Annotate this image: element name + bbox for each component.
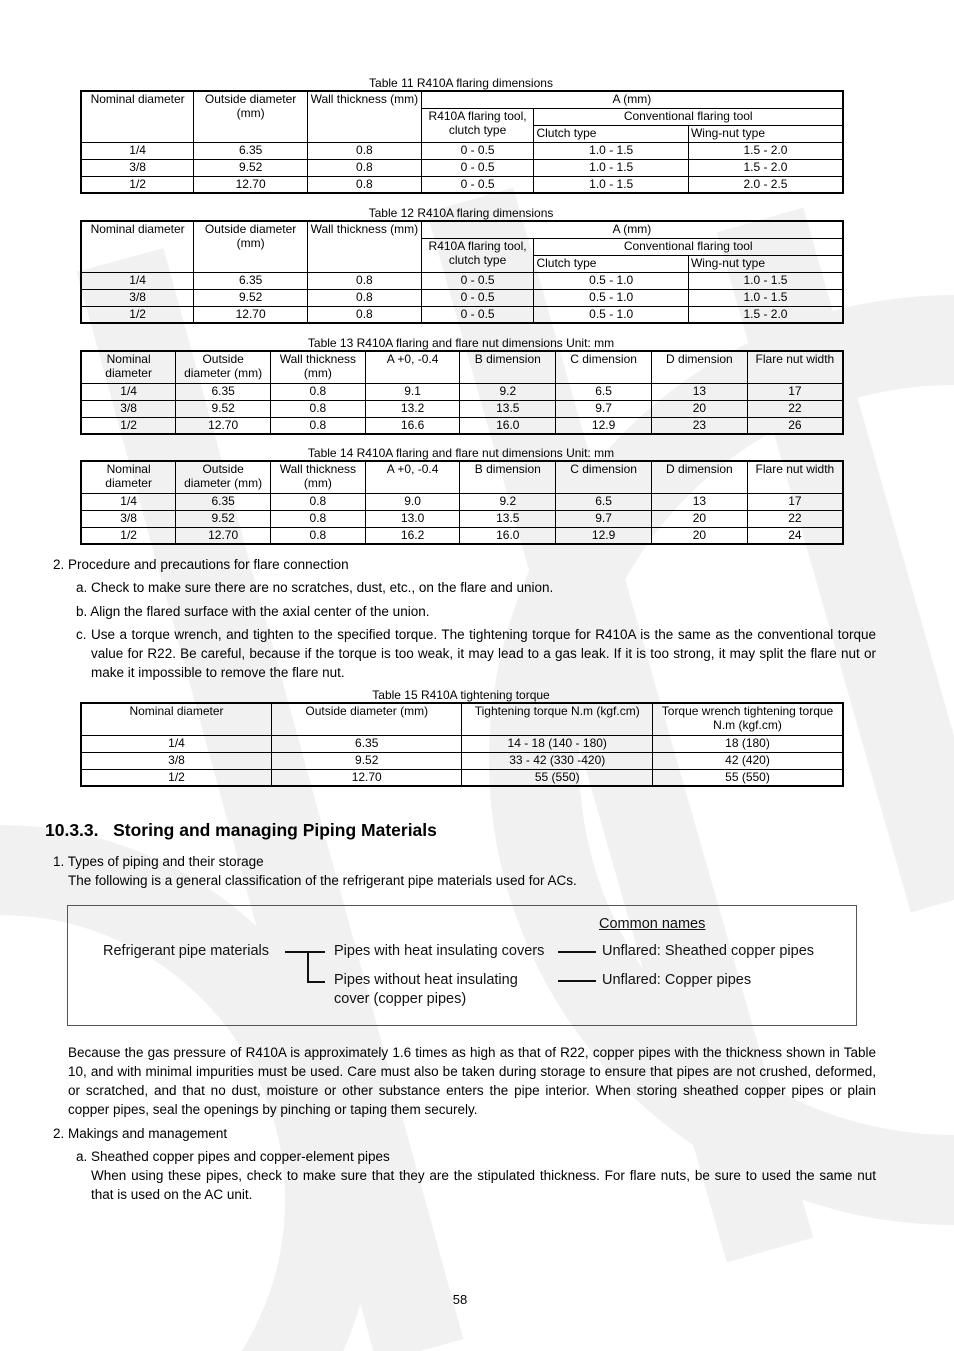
makings-item-a: a. Sheathed copper pipes and copper-element pipes [76, 1149, 390, 1164]
diagram-unflared-sheathed: Unflared: Sheathed copper pipes [602, 943, 815, 959]
diagram-connector [307, 981, 325, 983]
table-row: 1/2 12.70 0.8 16.6 16.0 12.9 23 26 [81, 417, 843, 434]
table-row: 1/4 6.35 0.8 0 - 0.5 0.5 - 1.0 1.0 - 1.5 [81, 272, 843, 289]
t12-h-conv: Conventional flaring tool [534, 238, 843, 255]
table-row: 1/2 12.70 0.8 16.2 16.0 12.9 20 24 [81, 527, 843, 544]
diagram-connector [558, 980, 596, 982]
procedure-heading: 2. Procedure and precautions for flare connection [53, 557, 349, 572]
t12-h-outside: Outside diameter (mm) [194, 221, 308, 272]
makings-item-a-text: When using these pipes, check to make sure that they are the stipulated thickness. For flare nuts, be sure to used the same nut that is used on the AC unit. [91, 1168, 876, 1202]
procedure-item-a: a. Check to make sure there are no scratches, dust, etc., on the flare and union. [76, 580, 554, 595]
table-row: 1/4 6.35 0.8 9.0 9.2 6.5 13 17 [81, 493, 843, 510]
table12-caption: Table 12 R410A flaring dimensions [368, 206, 554, 220]
diagram-common-names: Common names [599, 916, 706, 932]
makings-heading: 2. Makings and management [53, 1126, 228, 1141]
table-row: 3/8 9.52 33 - 42 (330 -420) 42 (420) [81, 752, 843, 769]
t12-h-nominal: Nominal diameter [81, 221, 194, 272]
table11-caption: Table 11 R410A flaring dimensions [369, 76, 553, 90]
table-row: 1/2 12.70 0.8 0 - 0.5 1.0 - 1.5 2.0 - 2.5 [81, 176, 843, 193]
t11-h-conv: Conventional flaring tool [534, 108, 843, 125]
table-row: 1/2 12.70 0.8 0 - 0.5 0.5 - 1.0 1.5 - 2.0 [81, 306, 843, 323]
diagram-connector [307, 951, 309, 982]
table12 [80, 220, 844, 324]
table-row: 1/4 6.35 0.8 0 - 0.5 1.0 - 1.5 1.5 - 2.0 [81, 142, 843, 159]
t11-h-wing: Wing-nut type [688, 125, 843, 142]
table-row: 1/4 6.35 14 - 18 (140 - 180) 18 (180) [81, 735, 843, 752]
table13-caption: Table 13 R410A flaring and flare nut dimensions Unit: mm [307, 336, 615, 350]
gas-pressure-text: Because the gas pressure of R410A is approximately 1.6 times as high as that of R22, copper pipes with the thickness shown in Table 10, and with minimal impurities must be used. Care must also be taken during storage to ensure that pipes are not crushed, deformed, or scratched, and that no dust, moisture or other substance enters the pipe interior. When storing sheathed copper pipes or plain copper pipes, seal the openings by pinching or taping them securely. [68, 1045, 876, 1117]
diagram-with-covers: Pipes with heat insulating covers [334, 943, 545, 959]
types-heading: 1. Types of piping and their storage [53, 854, 264, 869]
table11 [80, 90, 844, 194]
table-row: 3/8 9.52 0.8 13.2 13.5 9.7 20 22 [81, 400, 843, 417]
procedure-item-c: c. Use a torque wrench, and tighten to the specified torque. The tightening torque for R410A is the same as the conventional torque value for R22. Be careful, because if the torque is too weak, it may lead to a gas leak. If it is too strong, it may split the flare nut or make it impossible to remove the flare nut. [76, 627, 876, 680]
t12-h-a: A (mm) [421, 221, 843, 238]
table15-caption: Table 15 R410A tightening torque [372, 688, 550, 702]
t11-h-outside: Outside diameter (mm) [194, 91, 308, 142]
table-row: 3/8 9.52 0.8 0 - 0.5 0.5 - 1.0 1.0 - 1.5 [81, 289, 843, 306]
table15 [80, 702, 844, 787]
diagram-connector [558, 951, 596, 953]
section-title: 10.3.3. Storing and managing Piping Materials [45, 820, 437, 840]
diagram-root: Refrigerant pipe materials [103, 943, 270, 959]
t11-h-nominal: Nominal diameter [81, 91, 194, 142]
table13 [80, 350, 844, 435]
page-number: 58 [452, 1292, 468, 1307]
table-row: 3/8 9.52 0.8 0 - 0.5 1.0 - 1.5 1.5 - 2.0 [81, 159, 843, 176]
table14 [80, 460, 844, 545]
table14-caption: Table 14 R410A flaring and flare nut dimensions Unit: mm [307, 446, 615, 460]
table-row: 1/4 6.35 0.8 9.1 9.2 6.5 13 17 [81, 383, 843, 400]
t12-h-clutch: Clutch type [534, 255, 689, 272]
t11-h-wall: Wall thickness (mm) [307, 91, 421, 142]
t12-h-r410a: R410A flaring tool, clutch type [421, 238, 534, 272]
t11-h-a: A (mm) [421, 91, 843, 108]
t12-h-wing: Wing-nut type [688, 255, 843, 272]
table-row: 1/2 12.70 55 (550) 55 (550) [81, 769, 843, 786]
types-text: The following is a general classification of the refrigerant pipe materials used for ACs. [68, 873, 577, 888]
diagram-connector [285, 951, 325, 953]
pipe-classification-diagram [67, 905, 857, 1026]
diagram-without-line2: cover (copper pipes) [334, 991, 467, 1007]
diagram-without-line1: Pipes without heat insulating [334, 972, 518, 988]
procedure-item-b: b. Align the flared surface with the axial center of the union. [76, 604, 430, 619]
t11-h-r410a: R410A flaring tool, clutch type [421, 108, 534, 142]
t12-h-wall: Wall thickness (mm) [307, 221, 421, 272]
table-header-row: Nominal diameter Outside diameter (mm) Tightening torque N.m (kgf.cm) Torque wrench tightening torque N.m (kgf.cm) [81, 703, 843, 735]
diagram-unflared-copper: Unflared: Copper pipes [602, 972, 752, 988]
table-header-row: Nominal diameter Outside diameter (mm) Wall thickness (mm) A +0, -0.4 B dimension C dimension D dimension Flare nut width [81, 351, 843, 383]
table-header-row: Nominal diameter Outside diameter (mm) Wall thickness (mm) A +0, -0.4 B dimension C dimension D dimension Flare nut width [81, 461, 843, 493]
t11-h-clutch: Clutch type [534, 125, 689, 142]
table-row: 3/8 9.52 0.8 13.0 13.5 9.7 20 22 [81, 510, 843, 527]
